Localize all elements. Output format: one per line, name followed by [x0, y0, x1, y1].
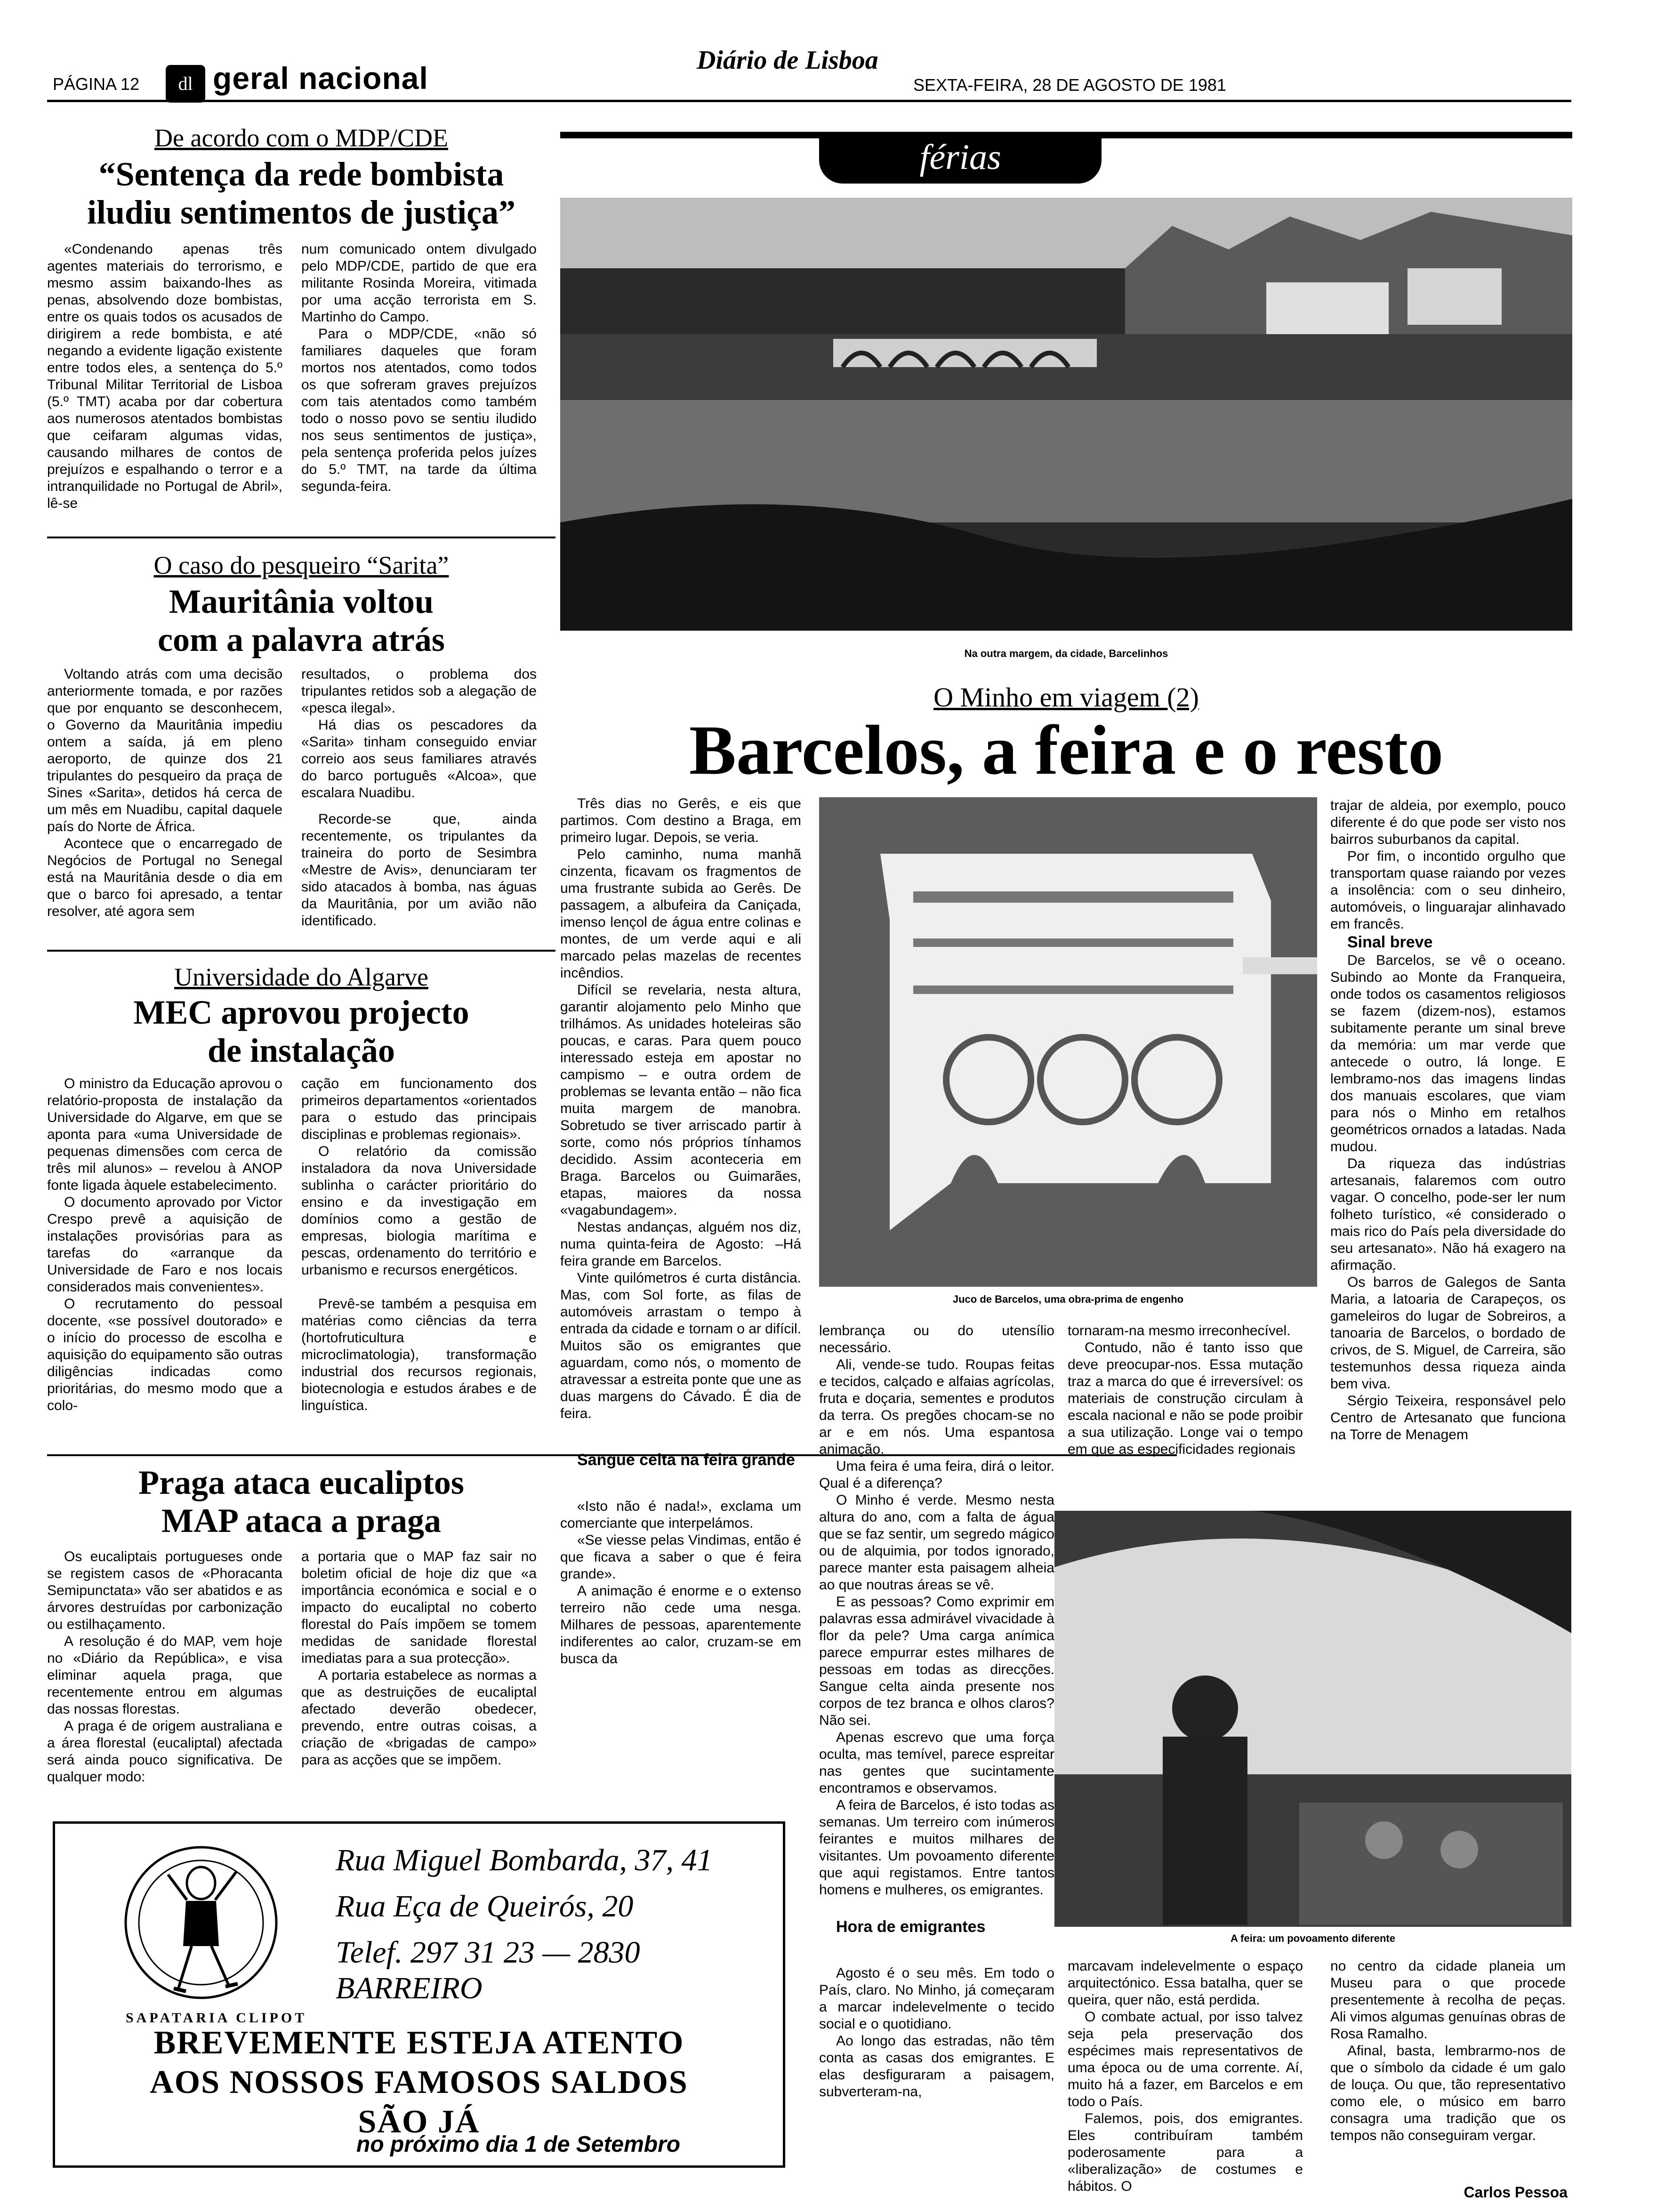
paragraph: tornaram-na mesmo irreconhecível. [1068, 1323, 1291, 1338]
paragraph: Por fim, o incontido orgulho que transportam quase raiando por vezes a insolência: com o seu dinheiro, automóveis, o linguarajar alinhavado em francês. [1330, 849, 1566, 932]
page-number: PÁGINA 12 [53, 74, 140, 94]
photo-feira-drawing [1054, 1511, 1571, 1927]
feature-headline: Barcelos, a feira e o resto [689, 711, 1444, 789]
byline: Carlos Pessoa [1464, 2184, 1568, 2201]
feature-column [819, 1322, 1054, 2100]
advertisement-box [53, 1821, 785, 2168]
photo-caption: Juco de Barcelos, uma obra-prima de engenho [952, 1293, 1184, 1305]
paragraph: Contudo, não é tanto isso que deve preocupar-nos. Essa mutação traz a marca do que é irreversível: os materiais de construção circulam à escala nacional e não se pode proibir a sua utilização. Longe vai o tempo em que as especificidades regionais [1068, 1340, 1303, 1457]
feature-kicker: O Minho em viagem (2) [933, 682, 1199, 713]
page-date: SEXTA-FEIRA, 28 DE AGOSTO DE 1981 [913, 75, 1226, 95]
paragraph: Difícil se revelaria, nesta altura, garantir alojamento pelo Minho que trilhámos. As unidades hoteleiras são poucas, e caras. Para quem pouco interessado esteja em apostar no campismo – e outra ordem de problemas se levanta então – não fica muita margem de manobra. Sobretudo se tiver arriscado partir à sorte, como nós próprios tínhamos decidido. Assim aconteceria em Braga. Barcelos ou Guimarães, etapas, maiores da nossa «vagabundagem». [560, 982, 801, 1218]
shop-logo-drawing [74, 1838, 338, 2017]
paragraph: A portaria estabelece as normas a que as destruições de eucaliptal afectado deverão obedecer, prevendo, entre outras coisas, a criação de «brigadas de campo» para as acções que se impõem. [301, 1667, 537, 1768]
article-headline-line2: de instalação [207, 1031, 395, 1069]
feature-column [1068, 1322, 1303, 1458]
paragraph: E as pessoas? Como exprimir em palavras essa admirável vivacidade à flor da pele? Uma carga anímica parece empurrar estes milhares de pessoas em todas as direcções. Sangue celta ainda presente nos corpos de tez branca e olhos claros? Não sei. [819, 1594, 1054, 1728]
paragraph: «Se viesse pelas Vindimas, então é que ficava a saber o que é feira grande». [560, 1532, 801, 1582]
article-headline-line1: “Sentença da rede bombista [98, 155, 504, 193]
ad-slogan-line1: BREVEMENTE ESTEJA ATENTO [153, 2025, 684, 2061]
paragraph: Vinte quilómetros é curta distância. Mas, com Sol forte, as filas de automóveis arrastam o tempo à entrada da cidade e tornam o ar difícil. Muitos são os emigrantes que aguardam, como nós, o momento de atravessar a estreita ponte que une as duas margens do Cávado. É dia de feira. [560, 1270, 801, 1421]
paragraph: no centro da cidade planeia um Museu para o que procede presentemente à recolha de peças. Ali vimos algumas genuínas obras de Rosa Ramalho. [1330, 1958, 1566, 2042]
paragraph: Três dias no Gerês, e eis que partimos. Com destino a Braga, em primeiro lugar. Depois, se veria. [560, 796, 801, 845]
photo-barcelinhos [560, 198, 1572, 631]
paragraph: O documento aprovado por Victor Crespo prevê a aquisição de instalações provisórias para as tarefas do «arranque da Universidade de Faro e nos locais considerados mais convenientes». [47, 1194, 282, 1295]
photo-barcelinhos-drawing [560, 198, 1572, 631]
article-sarita [47, 551, 555, 941]
address-line-2: Rua Eça de Queirós, 20 [336, 1889, 634, 1923]
ferias-banner [819, 132, 1102, 184]
paragraph: O ministro da Educação aprovou o relatório-proposta de instalação da Universidade do Algarve, em que se aponta para «uma Universidade de pequenas dimensões com cerca de três mil alunos» – revelou à ANOP fonte ligada àquele estabelecimento. [47, 1076, 282, 1193]
paragraph: a portaria que o MAP faz sair no boletim oficial de hoje diz que «a importância económica e social e o impacto do eucaliptal no coberto florestal do País impõem se tomem medidas de sanidade florestal imediatas para a sua protecção». [301, 1549, 537, 1666]
paragraph: Ali, vende-se tudo. Roupas feitas e tecidos, calçado e alfaias agrícolas, fruta e doçaria, sementes e produtos da terra. Os pregões chocam-se no ar e em nós. Uma espantosa animação. [819, 1357, 1054, 1457]
article-column [301, 1075, 537, 1414]
article-column [301, 666, 537, 930]
article-kicker: De acordo com o MDP/CDE [154, 124, 448, 152]
article-column [47, 1075, 282, 1414]
subheading: Sinal breve [1347, 933, 1433, 951]
paragraph: Ao longo das estradas, não têm conta as casas dos emigrantes. E elas desfiguraram a paisagem, subverteram-na, [819, 2033, 1054, 2100]
paragraph: Apenas escrevo que uma força oculta, mas temível, parece espreitar nas gentes que sucintamente encontramos e observamos. [819, 1730, 1054, 1796]
photo-caption: Na outra margem, da cidade, Barcelinhos [964, 648, 1168, 659]
article-column [47, 1548, 282, 1786]
article-column [47, 241, 282, 512]
feature-column [560, 795, 801, 1667]
ad-date-line: no próximo dia 1 de Setembro [356, 2132, 681, 2157]
paragraph: resultados, o problema dos tripulantes retidos sob a alegação de «pesca ilegal». [301, 666, 537, 716]
paragraph: Acontece que o encarregado de Negócios de Portugal no Senegal está na Mauritânia desde o dia em que o barco foi apresado, a tentar resolver, até agora sem [47, 836, 282, 919]
photo-feira [1054, 1511, 1571, 1927]
paragraph: A animação é enorme e o extenso terreiro não cede uma nesga. Milhares de pessoas, aparentemente indiferentes ao calor, cruzam-se em busca da [560, 1583, 801, 1667]
feature-column [1330, 797, 1566, 1443]
paragraph: lembrança ou do utensílio necessário. [819, 1323, 1054, 1355]
feature-column [1068, 1958, 1303, 2195]
paragraph: Os barros de Galegos de Santa Maria, a latoaria de Carapeços, os gameleiros do lugar de Sobreiros, a tanoaria de Barcelos, o bordado de crivos, de S. Miguel, de Carreira, são testemunhos dessa riqueza ainda bem viva. [1330, 1274, 1566, 1392]
paragraph: Agosto é o seu mês. Em todo o País, claro. No Minho, já começaram a marcar indelevelmente o tecido social e o quotidiano. [819, 1965, 1054, 2032]
paragraph: Pelo caminho, numa manhã cinzenta, ficavam os fragmentos de uma frustrante subida ao Gerês. De passagem, a albufeira da Caniçada, imenso lençol de água entre colinas e montes, de um verde aqui e ali marcado pelas mazelas de recentes incêndios. [560, 847, 801, 981]
paragraph: Recorde-se que, ainda recentemente, os tripulantes da traineira do porto de Sesimbra «Mestre de Avis», denunciaram ter sido atacados à bomba, nas águas da Mauritânia, por um avião não identificado. [301, 811, 537, 929]
photo-juco-drawing [819, 797, 1317, 1287]
article-headline-line1: MEC aprovou projecto [133, 994, 469, 1031]
masthead [0, 0, 1657, 108]
article-column [301, 241, 537, 495]
article-column [47, 666, 282, 920]
paragraph: O Minho é verde. Mesmo nesta altura do ano, com a falta de água que se faz sentir, um segredo mágico ou de alquimia, por todos ignorado, parece manter esta paisagem alheia ao que noutras áreas se vê. [819, 1492, 1054, 1593]
feature-column [1330, 1958, 1566, 2144]
paragraph: Afinal, basta, lembrarmo-nos de que o símbolo da cidade é um galo de louça. Ou que, tão representativo como ele, o músico em barro consagra uma tradição que os tempos não conseguiram vergar. [1330, 2043, 1566, 2143]
paragraph: Falemos, pois, dos emigrantes. Eles contribuíram também poderosamente para a «liberalização» de costumes e hábitos. O [1068, 2111, 1303, 2194]
article-headline-line1: Mauritânia voltou [169, 583, 434, 620]
article-headline-line2: MAP ataca a praga [161, 1501, 441, 1539]
divider [47, 537, 555, 538]
paragraph: Voltando atrás com uma decisão anteriormente tomada, e por razões que por enquanto se desconhecem, o Governo da Mauritânia impediu ontem a saída, já em pleno aeroporto, de quinze dos 21 tripulantes do pesqueiro da praça de Sines «Sarita», detidos há cerca de um mês em Nuadibu, capital daquele país do Norte de África. [47, 666, 282, 834]
paragraph: trajar de aldeia, por exemplo, pouco diferente é do que pode ser visto nos bairros suburbanos da capital. [1330, 798, 1566, 847]
paragraph: O relatório da comissão instaladora da nova Universidade sublinha o carácter prioritário do ensino e da investigação em domínios como a gestão de empresas, biologia marítima e pescas, ordenamento do território e urbanismo e recursos energéticos. [301, 1144, 537, 1278]
paragraph: marcavam indelevelmente o espaço arquitectónico. Essa batalha, quer se queira, quer não, está perdida. [1068, 1958, 1303, 2008]
paragraph: A feira de Barcelos, é isto todas as semanas. Um terreiro com inúmeros feirantes e muitos milhares de visitantes. Um povoamento diferente que aqui registamos. Entre tantos homens e mulheres, os emigrantes. [819, 1797, 1054, 1898]
ad-slogan-line2: AOS NOSSOS FAMOSOS SALDOS [150, 2064, 688, 2100]
paragraph: Os eucaliptais portugueses onde se registem casos de «Phoracanta Semipunctata» vão ser abatidos e as árvores destruídas por carbonização ou estilhaçamento. [47, 1549, 282, 1632]
paragraph: Uma feira é uma feira, dirá o leitor. Qual é a diferença? [819, 1459, 1054, 1491]
subheading: Sangue celta na feira grande [577, 1451, 795, 1469]
paragraph: De Barcelos, se vê o oceano. Subindo ao Monte da Franqueira, onde todos os casamentos religiosos se fazem (dizem-nos), estamos subitamente perante um sinal breve da memória: um mar verde que antecede o outro, lá longe. E lembramo-nos das imagens lindas dos manuais escolares, que viam para nós o Minho em retalhos geométricos ornados a latadas. Nada mudou. [1330, 952, 1566, 1154]
paragraph: O recrutamento do pessoal docente, «se possível doutorado» e o início do processo de escolha e aquisição do equipamento são outras diligências indicadas como prioritárias, do mesmo modo que a colo- [47, 1296, 282, 1413]
address-line-1: Rua Miguel Bombarda, 37, 41 [336, 1843, 713, 1877]
article-headline-line2: iludiu sentimentos de justiça” [87, 193, 516, 231]
paragraph: Há dias os pescadores da «Sarita» tinham conseguido enviar correio aos seus familiares através do barco português «Alcoa», que escalara Nuadibu. [301, 717, 537, 801]
ferias-label: férias [919, 137, 1001, 177]
paragraph: Prevê-se também a pesquisa em matérias como ciências da terra (hortofruticultura e microclimatologia), transformação industrial dos recursos regionais, biotecnologia e estudos árabes e de linguística. [301, 1296, 537, 1413]
article-kicker: Universidade do Algarve [174, 963, 428, 991]
paragraph: A resolução é do MAP, vem hoje no «Diário da República», e visa eliminar aquela praga, que recentemente entrou em algumas das nossas florestas. [47, 1634, 282, 1717]
paragraph: num comunicado ontem divulgado pelo MDP/CDE, partido de que era militante Rosinda Moreira, vitimada por uma acção terrorista em S. Martinho do Campo. [301, 241, 537, 325]
masthead-rule [47, 100, 1571, 102]
article-headline-line1: Praga ataca eucaliptos [138, 1464, 464, 1501]
shop-logo-text: SAPATARIA CLIPOT [126, 2010, 307, 2026]
section-logo: dl [166, 65, 205, 103]
photo-caption: A feira: um povoamento diferente [1230, 1932, 1395, 1944]
paragraph: O combate actual, por isso talvez seja pela preservação dos espécimes mais representativos de uma época ou de uma corrente. Aí, muito há a fazer, em Barcelos e em todo o País. [1068, 2009, 1303, 2109]
paragraph: Nestas andanças, alguém nos diz, numa quinta-feira de Agosto: –Há feira grande em Barcelos. [560, 1219, 801, 1269]
paragraph: «Isto não é nada!», exclama um comerciante que interpelámos. [560, 1498, 801, 1531]
article-kicker: O caso do pesqueiro “Sarita” [153, 551, 449, 579]
ad-slogan-line3: SÃO JÁ [358, 2104, 480, 2140]
address-phone-line: Telef. 297 31 23 — 2830 BARREIRO [336, 1935, 640, 2005]
divider [47, 950, 555, 952]
section-name: geral nacional [213, 61, 428, 96]
article-headline-line2: com a palavra atrás [158, 620, 445, 658]
paragraph: Para o MDP/CDE, «não só familiares daqueles que foram mortos nos atentados, como todos os que sofreram graves prejuízos com tais atentados como também todo o nosso povo se sentiu iludido nos seus sentimentos de justiça», pela sentença proferida pelos juízes do 5.º TMT, na tarde da última segunda-feira. [301, 326, 537, 494]
photo-juco-barcelos [819, 797, 1317, 1287]
article-universidade-algarve [47, 962, 555, 1452]
paper-name: Diário de Lisboa [697, 46, 878, 75]
paragraph: Da riqueza das indústrias artesanais, falaremos com outro vagar. O concelho, pode-ser ler num folheto turístico, «é considerado o mais rico do País pela diversidade do seu artesanato». Não há exagero na afirmação. [1330, 1155, 1566, 1273]
paragraph: Sérgio Teixeira, responsável pelo Centro de Artesanato que funciona na Torre de Menagem [1330, 1393, 1566, 1443]
paragraph: A praga é de origem australiana e a área florestal (eucaliptal) afectada será ainda pouco significativa. De qualquer modo: [47, 1718, 282, 1785]
article-column [301, 1548, 537, 1769]
article-mdp-cde [47, 123, 555, 533]
subheading: Hora de emigrantes [836, 1918, 986, 1936]
paragraph: cação em funcionamento dos primeiros departamentos «orientados para o estudo das principais disciplinas e problemas regionais». [301, 1076, 537, 1142]
paragraph: «Condenando apenas três agentes materiais do terrorismo, e mesmo assim baixando-lhes as penas, absolvendo doze bombistas, entre os quais todos os acusados de dirigirem a rede bombista, e até negando a evidente ligação existente entre todos eles, a sentença do 5.º Tribunal Militar Territorial de Lisboa (5.º TMT) acaba por dar cobertura aos numerosos atentados bombistas que ceifaram algumas vidas, causando milhares de contos de prejuízos e espalhando o terror e a intranquilidade no Portugal de Abril», lê-se [47, 241, 282, 511]
